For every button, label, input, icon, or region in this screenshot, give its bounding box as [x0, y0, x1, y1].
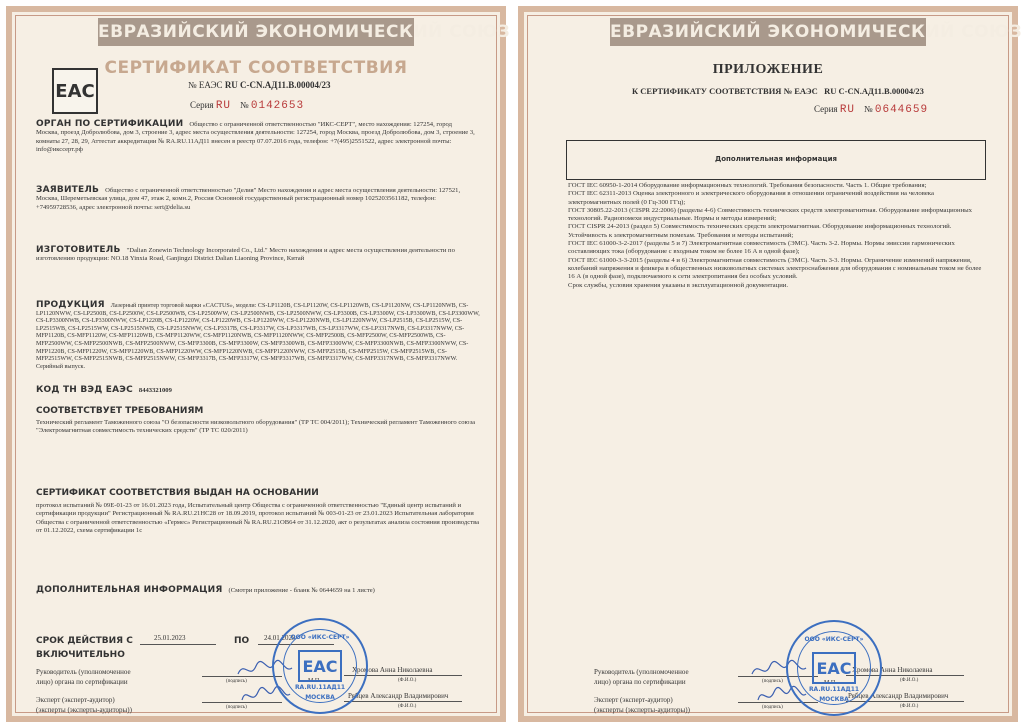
manufacturer-section: ИЗГОТОВИТЕЛЬ "Dalian Zonewin Technology Incorporated Co., Ltd." Место нахождения и адрес места осуществления деятельности по изготовлению продукции: NO.18 Yinxia Road, Ganjingzi District Dalian Liaoning Province, Китай	[36, 245, 455, 263]
certification-body-section: ОРГАН ПО СЕРТИФИКАЦИИ Общество с ограниченной ответственностью "ИКС-СЕРТ", место нахождения: 127254, город Москва, проезд Добролюбова, дом 3, строение 3, адрес места осуществления деятельности: 127254, город Москва, проезд Добролюбова, дом 3, строение 3, комнаты 27, 28, 29, Аттестат аккредитации № RA.RU.11АД11 внесен в реестр 07.07.2016 года, телефон: +7(495)2551522, адрес электронной почты: info@иксcерт.рф	[36, 119, 475, 154]
standards-list	[568, 182, 986, 290]
union-banner: ЕВРАЗИЙСКИЙ ЭКОНОМИЧЕСКИЙ СОЮЗ	[610, 18, 926, 46]
additional-info-section: ДОПОЛНИТЕЛЬНАЯ ИНФОРМАЦИЯ (Смотри приложение - бланк № 0644659 на 1 листе)	[36, 585, 375, 595]
requirements-text: Технический регламент Таможенного союза "О безопасности низковольтного оборудования" (ТР ТС 004/2011); Технический регламент Таможенного союза "Электромагнитная совместимость технических средств" (ТР ТС 020/2011)	[36, 419, 476, 435]
certificate-number: № ЕАЭС RU C-CN.АД11.В.00004/23	[188, 80, 331, 90]
head-label: Руководитель (уполномоченное	[36, 668, 131, 676]
mp-caption: М.П.	[308, 678, 321, 684]
head-label: Руководитель (уполномоченное	[594, 668, 689, 676]
requirements-heading: СООТВЕТСТВУЕТ ТРЕБОВАНИЯМ	[36, 406, 204, 416]
head-label-2: лицо) органа по сертификации	[594, 678, 686, 686]
head-sig-caption: (подпись)	[226, 679, 247, 684]
expert-label: Эксперт (эксперт-аудитор)	[594, 696, 673, 704]
expert-name: Рябцев Александр Владимирович	[348, 692, 449, 700]
certification-stamp-icon: ООО «ИКС-СЕРТ» EAC RA.RU.11АД11 МОСКВА	[786, 620, 882, 716]
series-line: Серия RU № 0644659	[814, 104, 929, 116]
mp-caption: М.П.	[824, 680, 837, 686]
valid-from-date: 25.01.2023	[154, 634, 186, 642]
list-item: ГОСТ 30805.22-2013 (CISPR 22:2006) (разделы 4-6) Совместимость технических средств электромагнитная. Оборудование информационных технологий. Радиопомехи индустриальные. Нормы и методы измерений;	[568, 206, 972, 223]
head-name: Хромова Анна Николаевна	[352, 666, 433, 674]
head-fio-caption: (Ф.И.О.)	[900, 678, 919, 683]
basis-heading: СЕРТИФИКАТ СООТВЕТСТВИЯ ВЫДАН НА ОСНОВАНИИ	[36, 488, 319, 498]
eac-logo-icon: EAC	[52, 68, 98, 114]
union-banner: ЕВРАЗИЙСКИЙ ЭКОНОМИЧЕСКИЙ СОЮЗ	[98, 18, 414, 46]
expert-label-2: (эксперты (эксперты-аудиторы))	[594, 706, 690, 714]
head-name: Хромова Анна Николаевна	[852, 666, 933, 674]
list-item: ГОСТ IEC 61000-3-2-2017 (разделы 5 и 7) Электромагнитная совместимость (ЭМС). Часть 3-2. Нормы. Нормы эмиссии гармонических составляющих тока (оборудование с входным током не более 16 А в одной фазе);	[568, 240, 955, 256]
expert-name-line	[344, 701, 462, 702]
expert-sig-caption: (подпись)	[226, 705, 247, 710]
head-fio-caption: (Ф.И.О.)	[398, 678, 417, 683]
series-line: Серия RU № 0142653	[190, 100, 305, 112]
certificate-title: СЕРТИФИКАТ СООТВЕТСТВИЯ	[104, 58, 408, 78]
certification-stamp-icon: ООО «ИКС-СЕРТ» EAC RA.RU.11АД11 МОСКВА	[272, 618, 368, 714]
tnved-section: КОД ТН ВЭД ЕАЭС 8443321009	[36, 385, 172, 395]
certificate-sheet	[6, 6, 511, 722]
list-item: ГОСТ IEC 60950-1-2014 Оборудование информационных технологий. Требования безопасности. Часть 1. Общие требования;	[568, 182, 927, 189]
expert-label-2: (эксперты (эксперты-аудиторы))	[36, 706, 132, 714]
basis-text: протокол испытаний № 09Е-01-23 от 16.01.2023 года, Испытательный центр Общества с ограниченной ответственностью "Единый центр испытаний и сертификации продукции" Регистрационный № RA.RU.21НС28 от 18.09.2019, протокол испытаний № 003-01-23 от 23.01.2023 Испытательная лаборатория Общества с ограниченной ответственностью «Гермес» Регистрационный № RA.RU.21ОВ64 от 31.12.2020, акт о результатах анализа состояния производства от 01.12.2022, схема сертификации 1с	[36, 502, 480, 535]
expert-name: Рябцев Александр Владимирович	[848, 692, 949, 700]
validity-heading: СРОК ДЕЙСТВИЯ С	[36, 636, 133, 646]
appendix-subtitle: К СЕРТИФИКАТУ СООТВЕТСТВИЯ № ЕАЭС RU C-CN.АД11.В.00004/23	[632, 86, 924, 96]
head-sig-caption: (подпись)	[762, 679, 783, 684]
valid-to-date: 24.01.2028	[264, 634, 296, 642]
appendix-sheet	[518, 6, 1023, 722]
expert-fio-caption: (Ф.И.О.)	[900, 704, 919, 709]
product-section: ПРОДУКЦИЯ Лазерный принтер торговой марки «CACTUS», модели: CS-LP1120B, CS-LP1120W, CS-LP1120WB, CS-LP1120NW, CS-LP1120NWB, CS-LP1120NWW, CS-LP2500B, CS-LP2500W, CS-LP2500WB, CS-LP2500WW, CS-LP2500NWB, CS-LP2500NWW, CS-LP3300B, CS-LP3300W, CS-LP3300WB, CS-LP3300WW, CS-LP3300NWB, CS-LP3300NWW, CS-LP1220B, CS-LP1220W, CS-LP1220WB, CS-LP1220WW, CS-LP1220NWB, CS-LP1220NWW, CS-LP2515B, CS-LP2515W, CS-LP2515WB, CS-LP2515WW, CS-LP2515NWB, CS-LP2515NWW, CS-LP3317B, CS-LP3317W, CS-LP3317WB, CS-LP3317WW, CS-LP3317NWB, CS-LP3317NWW, CS-MFP1120B, CS-MFP1120W, CS-MFP1120WB, CS-MFP1120WW, CS-MFP1120NWB, CS-MFP1120NWW, CS-MFP2500B, CS-MFP2500W, CS-MFP2500WB, CS-MFP2500WW, CS-MFP2500NWB, CS-MFP2500NWW, CS-MFP3300B, CS-MFP3300W, CS-MFP3300WB, CS-MFP3300WW, CS-MFP3300NWB, CS-MFP3300NWW, CS-MFP1220B, CS-MFP1220W, CS-MFP1220WB, CS-MFP1220WW, CS-MFP1220NWB, CS-MFP1220NWW, CS-MFP2515B, CS-MFP2515W, CS-MFP2515WB, CS-MFP2515WW, CS-MFP2515NWB, CS-MFP2515NWW, CS-MFP3317B, CS-MFP3317W, CS-MFP3317WB, CS-MFP3317WW, CS-MFP3317NWB, CS-MFP3317NWW. Серийный выпуск.	[36, 300, 480, 370]
list-item: Срок службы, условия хранения указаны в эксплуатационной документации.	[568, 281, 789, 289]
expert-sig-caption: (подпись)	[762, 705, 783, 710]
appendix-title: ПРИЛОЖЕНИЕ	[712, 62, 824, 77]
expert-label: Эксперт (эксперт-аудитор)	[36, 696, 115, 704]
valid-from-underline	[140, 644, 216, 645]
additional-info-box: Дополнительная информация	[566, 140, 986, 180]
applicant-section: ЗАЯВИТЕЛЬ Общество с ограниченной ответственностью "Делия" Место нахождения и адрес места осуществления деятельности: 127521, Москва, Шереметьевская улица, дом 47, этаж 2, комн.2, Россия Основной государственный регистрационный номер 1025203561182, телефон: +74959728536, адрес электронной почты: sert@delia.su	[36, 185, 461, 211]
list-item: ГОСТ IEC 61000-3-3-2015 (разделы 4 и 6) Электромагнитная совместимость (ЭМС). Часть 3-3. Нормы. Ограничение изменений напряжения, колебаний напряжения и фликера в общественных низковольтных системах электроснабжения для оборудования с номинальным током не более 16 А (в одной фазе), подключаемого к сети электропитания без особых условий.	[568, 256, 982, 281]
valid-to-label: ПО	[234, 636, 250, 646]
head-label-2: лицо) органа по сертификации	[36, 678, 128, 686]
validity-heading-2: ВКЛЮЧИТЕЛЬНО	[36, 650, 125, 660]
list-item: ГОСТ CISPR 24-2013 (раздел 5) Совместимость технических средств электромагнитная. Оборудование информационных технологий. Устойчивость к электромагнитным помехам. Требования и методы испытаний;	[568, 223, 952, 239]
expert-fio-caption: (Ф.И.О.)	[398, 704, 417, 709]
list-item: ГОСТ IEC 62311-2013 Оценка электронного и электрического оборудования в отношении ограничений воздействия на человека электромагнитных полей (0 Гц-300 ГГц);	[568, 190, 934, 206]
